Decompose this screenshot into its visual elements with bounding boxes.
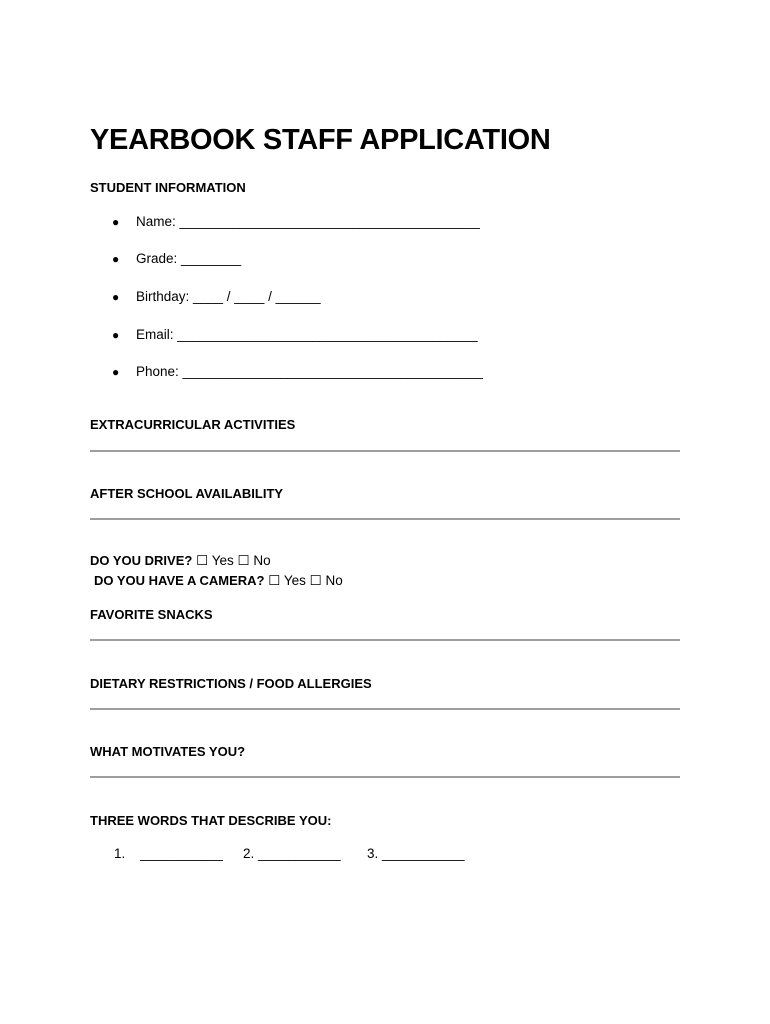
snacks-heading: FAVORITE SNACKS [90,607,213,622]
motivates-answer-line[interactable] [90,776,680,778]
extracurricular-answer-line[interactable] [90,450,680,452]
bullet-icon: ● [112,365,120,379]
phone-field[interactable] [112,364,483,379]
word-item-blank: ___________ [382,846,465,861]
bullet-icon: ● [112,290,120,304]
word-item-blank: ___________ [140,846,223,861]
dietary-answer-line[interactable] [90,708,680,710]
phone-field-label: Phone: ________________________________________ [136,364,483,379]
word-item-number: 3. [367,846,379,861]
motivates-heading: WHAT MOTIVATES YOU? [90,744,246,759]
grade-field-label: Grade: ________ [136,251,242,266]
name-field-label: Name: ________________________________________ [136,214,480,229]
dietary-heading: DIETARY RESTRICTIONS / FOOD ALLERGIES [90,676,372,691]
bullet-icon: ● [112,252,120,266]
snacks-answer-line[interactable] [90,639,680,641]
extracurricular-heading: EXTRACURRICULAR ACTIVITIES [90,417,296,432]
three-words-heading: THREE WORDS THAT DESCRIBE YOU: [90,813,332,828]
word-item-number: 2. [243,846,255,861]
bullet-icon: ● [112,215,120,229]
name-field[interactable] [112,214,480,229]
drive-question-label: DO YOU DRIVE? [90,553,193,568]
bullet-icon: ● [112,328,120,342]
drive-question [90,553,271,569]
camera-question-label: DO YOU HAVE A CAMERA? [94,573,265,588]
availability-answer-line[interactable] [90,518,680,520]
availability-heading: AFTER SCHOOL AVAILABILITY [90,486,284,501]
word-item-blank: ___________ [258,846,341,861]
camera-checkbox-options[interactable]: ☐ Yes ☐ No [268,573,343,588]
email-field-label: Email: ________________________________________ [136,327,478,342]
drive-checkbox-options[interactable]: ☐ Yes ☐ No [196,553,271,568]
word-item-3[interactable] [367,846,465,861]
page-title: YEARBOOK STAFF APPLICATION [90,124,551,156]
word-item-2[interactable] [243,846,341,861]
camera-question [94,573,343,589]
word-item-number: 1. [114,846,126,861]
birthday-field-label: Birthday: ____ / ____ / ______ [136,289,321,304]
birthday-field[interactable] [112,289,321,304]
grade-field[interactable] [112,251,241,266]
student-information-heading: STUDENT INFORMATION [90,180,246,195]
email-field[interactable] [112,327,478,342]
word-item-1[interactable] [114,846,223,861]
